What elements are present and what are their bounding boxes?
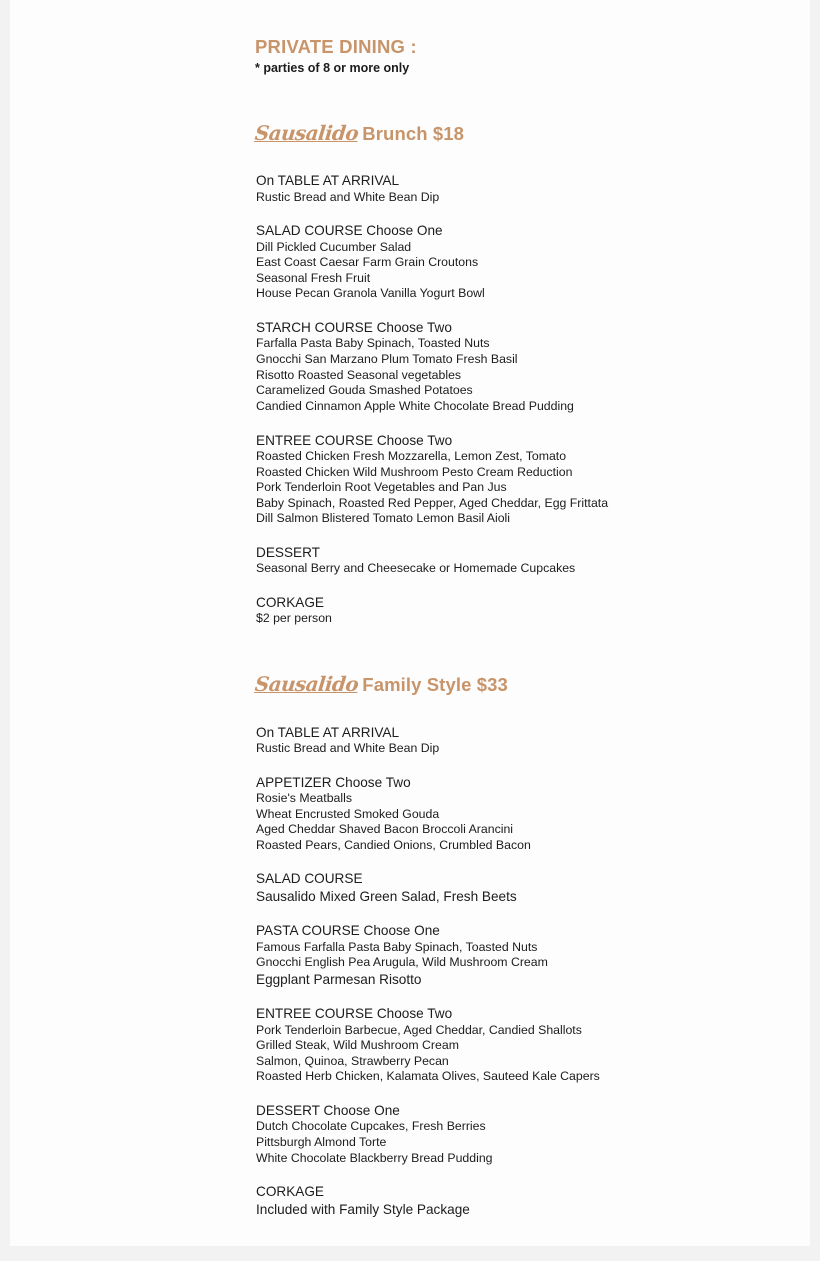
- course-item: Rustic Bread and White Bean Dip: [256, 740, 440, 755]
- course-item: Candied Cinnamon Apple White Chocolate Bread Pudding: [256, 398, 574, 413]
- menu-content-column: [245, 0, 790, 1218]
- course-item: Gnocchi English Pea Arugula, Wild Mushroom Cream: [256, 955, 548, 970]
- course-item: Risotto Roasted Seasonal vegetables: [256, 367, 462, 382]
- course-item: Baby Spinach, Roasted Red Pepper, Aged Cheddar, Egg Frittata: [256, 495, 609, 510]
- course-item: Dill Salmon Blistered Tomato Lemon Basil Aioli: [256, 511, 511, 526]
- course-header: PASTA COURSE Choose One: [256, 923, 440, 939]
- menu-page-panel: [10, 0, 810, 1246]
- course-block: [256, 222, 790, 302]
- course-header: CORKAGE: [256, 594, 324, 610]
- course-list: [256, 172, 790, 627]
- course-header: On TABLE AT ARRIVAL: [256, 724, 400, 740]
- course-item: Roasted Pears, Candied Onions, Crumbled Bacon: [256, 837, 531, 852]
- menu-section-heading: [255, 122, 790, 145]
- brand-wordmark: Sausalido: [253, 671, 360, 696]
- course-header: DESSERT Choose One: [256, 1102, 400, 1118]
- course-block: [256, 1102, 790, 1166]
- course-item: Included with Family Style Package: [256, 1201, 470, 1217]
- course-header: SALAD COURSE: [256, 871, 363, 887]
- course-item: Wheat Encrusted Smoked Gouda: [256, 806, 440, 821]
- course-item: Grilled Steak, Wild Mushroom Cream: [256, 1038, 459, 1053]
- course-item: Gnocchi San Marzano Plum Tomato Fresh Basil: [256, 352, 518, 367]
- private-dining-note: * parties of 8 or more only: [255, 61, 410, 76]
- private-dining-block: [245, 0, 790, 76]
- course-header: SALAD COURSE Choose One: [256, 223, 443, 239]
- course-item: Dutch Chocolate Cupcakes, Fresh Berries: [256, 1119, 486, 1134]
- menu-section-heading: [255, 673, 790, 696]
- course-item: Famous Farfalla Pasta Baby Spinach, Toasted Nuts: [256, 939, 538, 954]
- course-item: East Coast Caesar Farm Grain Croutons: [256, 255, 479, 270]
- course-item: Pork Tenderloin Root Vegetables and Pan Jus: [256, 480, 507, 495]
- course-header: On TABLE AT ARRIVAL: [256, 173, 400, 189]
- course-block: [256, 432, 790, 527]
- course-item: Farfalla Pasta Baby Spinach, Toasted Nuts: [256, 336, 490, 351]
- course-item: Seasonal Fresh Fruit: [256, 270, 371, 285]
- course-header: ENTREE COURSE Choose Two: [256, 432, 453, 448]
- course-block: [256, 594, 790, 627]
- course-item: Pork Tenderloin Barbecue, Aged Cheddar, Candied Shallots: [256, 1022, 582, 1037]
- course-item: Roasted Chicken Wild Mushroom Pesto Cream Reduction: [256, 464, 573, 479]
- course-item: White Chocolate Blackberry Bread Pudding: [256, 1150, 493, 1165]
- menu-sections: [245, 122, 790, 1218]
- course-item: Aged Cheddar Shaved Bacon Broccoli Arancini: [256, 822, 514, 837]
- course-block: [256, 544, 790, 577]
- course-item: Rustic Bread and White Bean Dip: [256, 189, 440, 204]
- brand-wordmark: Sausalido: [253, 120, 360, 145]
- course-header: CORKAGE: [256, 1184, 324, 1200]
- course-header: DESSERT: [256, 544, 320, 560]
- course-block: [256, 922, 790, 988]
- course-item: Rosie's Meatballs: [256, 790, 352, 805]
- course-block: [256, 774, 790, 854]
- course-item: House Pecan Granola Vanilla Yogurt Bowl: [256, 286, 485, 301]
- course-block: [256, 870, 790, 905]
- menu-section-title: Brunch $18: [362, 122, 465, 144]
- course-block: [256, 1005, 790, 1085]
- course-item: Sausalido Mixed Green Salad, Fresh Beets: [256, 888, 517, 904]
- course-item: Seasonal Berry and Cheesecake or Homemade Cupcakes: [256, 561, 576, 576]
- course-list: [256, 724, 790, 1218]
- course-block: [256, 172, 790, 205]
- course-item: $2 per person: [256, 611, 332, 626]
- menu-section: [245, 673, 790, 1218]
- private-dining-title: PRIVATE DINING :: [255, 36, 417, 57]
- menu-section-title: Family Style $33: [362, 673, 508, 695]
- course-block: [256, 1183, 790, 1218]
- course-header: APPETIZER Choose Two: [256, 774, 411, 790]
- course-header: STARCH COURSE Choose Two: [256, 320, 452, 336]
- course-block: [256, 319, 790, 414]
- course-item: Salmon, Quinoa, Strawberry Pecan: [256, 1053, 449, 1068]
- course-item: Roasted Chicken Fresh Mozzarella, Lemon Zest, Tomato: [256, 448, 567, 463]
- course-item: Pittsburgh Almond Torte: [256, 1134, 387, 1149]
- course-item: Eggplant Parmesan Risotto: [256, 971, 422, 987]
- course-item: Dill Pickled Cucumber Salad: [256, 239, 412, 254]
- menu-section: [245, 122, 790, 627]
- course-item: Roasted Herb Chicken, Kalamata Olives, Sauteed Kale Capers: [256, 1069, 600, 1084]
- course-item: Caramelized Gouda Smashed Potatoes: [256, 383, 473, 398]
- course-block: [256, 724, 790, 757]
- course-header: ENTREE COURSE Choose Two: [256, 1006, 453, 1022]
